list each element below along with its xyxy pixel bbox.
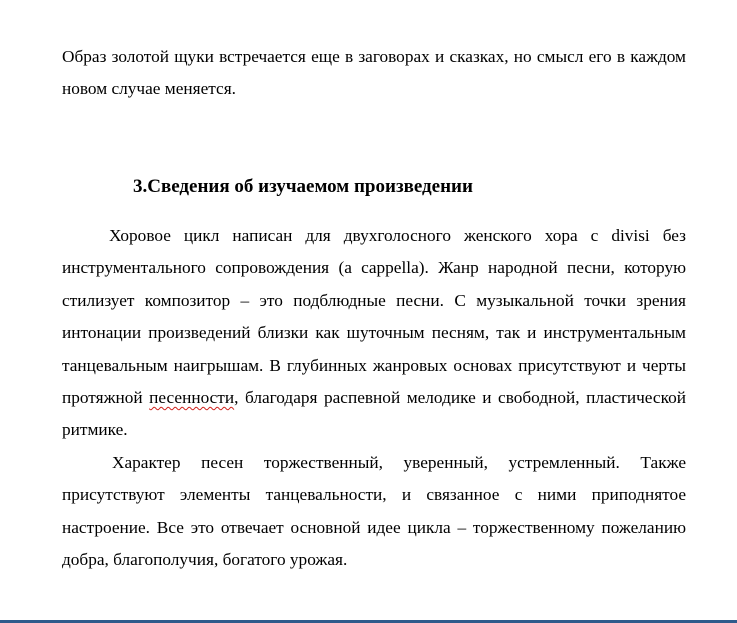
misspelled-word[interactable]: песенности — [149, 388, 235, 408]
paragraph-golden-pike: Образ золотой щуки встречается еще в заговорах и сказках, но смысл его в каждом новом случае меняется. — [62, 47, 686, 99]
paragraph-song-character: Характер песен торжественный, уверенный, устремленный. Также присутствуют элементы танцевальности, и связанное с ними приподнятое настроение. Все это отвечает основной идее цикла – торжественному пожеланию добра, благополучия, богатого урожая. — [62, 453, 686, 570]
paragraph-text-after: , благодаря распевной мелодике и свободной, пластической ритмике. — [62, 388, 686, 440]
paragraph-text-before: Хоровое цикл написан для двухголосного женского хора с divisi без инструментального сопровождения (a cappella). Жанр народной песни, которую стилизует композитор – это подблюдные песни. С музыкальной точки зрения интонации произведений близки как шуточным песням, так и инструментальным танцевальным наигрышам. В глубинных жанровых основах присутствуют и черты протяжной — [62, 226, 686, 408]
paragraph-choral-cycle — [62, 220, 686, 447]
section-heading: 3.Сведения об изучаемом произведении — [133, 176, 473, 197]
